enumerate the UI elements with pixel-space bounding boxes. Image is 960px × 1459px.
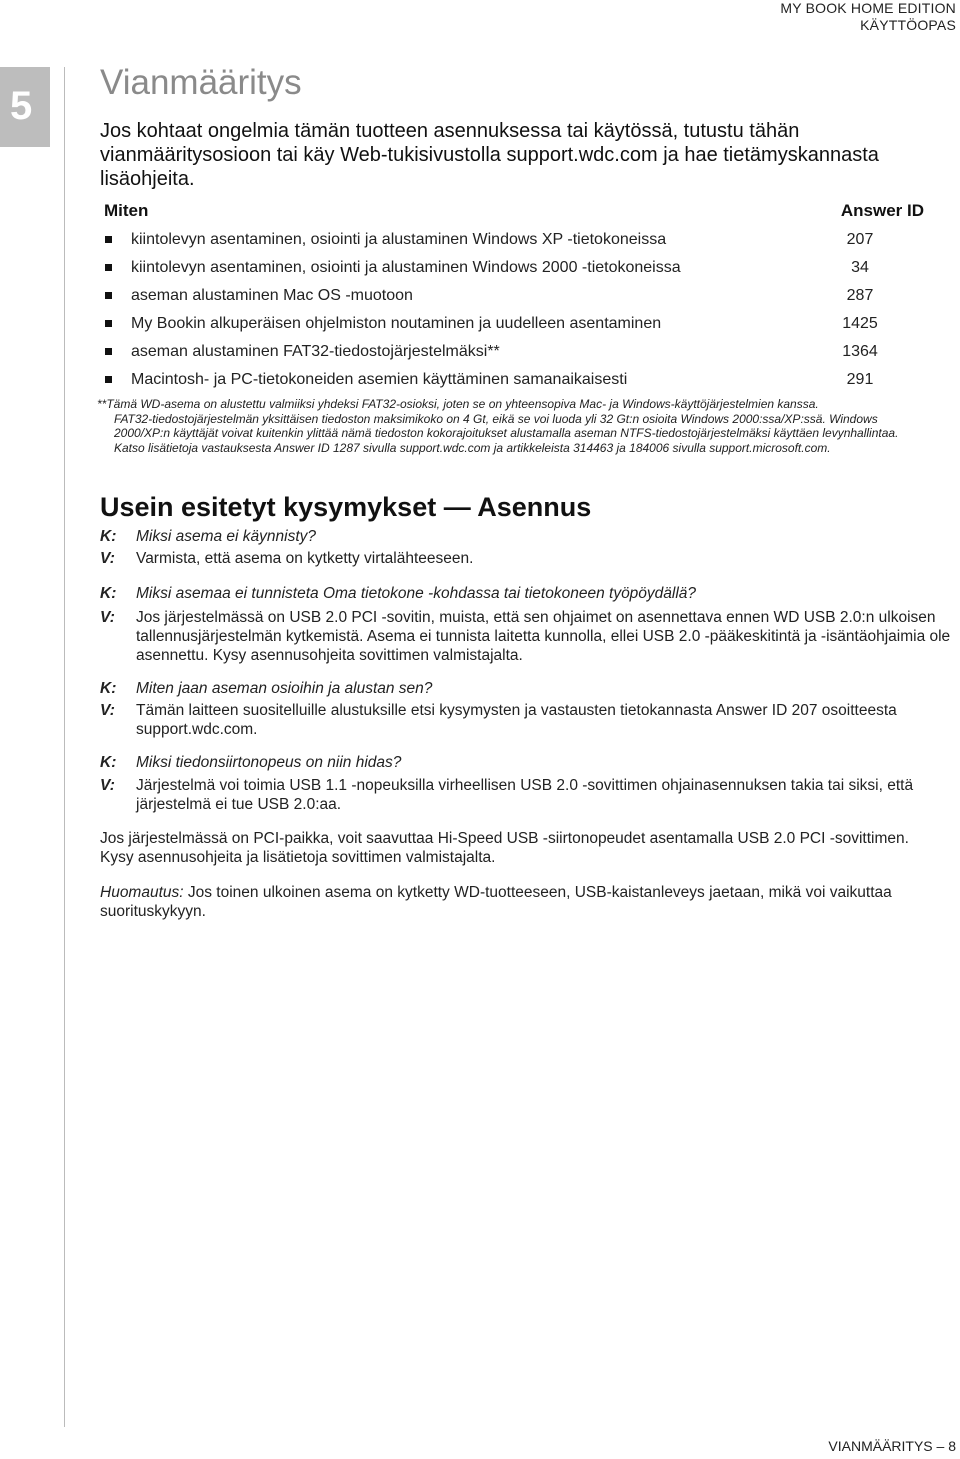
bullet-icon — [105, 348, 112, 355]
faq-heading: Usein esitetyt kysymykset — Asennus — [100, 492, 592, 522]
row-answer-id: 207 — [846, 231, 874, 248]
bullet-icon — [105, 320, 112, 327]
intro-paragraph: Jos kohtaat ongelmia tämän tuotteen asennuksessa tai käytössä, tutustu tähän vianmääritysosioon tai käy Web-tukisivustolla support.wdc.com ja hae tietämyskannasta lisäohjeita. — [100, 120, 879, 190]
row-answer-id: 287 — [846, 287, 874, 304]
column-answer-id: Answer ID — [840, 201, 924, 220]
chapter-title: Vianmääritys — [100, 63, 302, 102]
row-answer-id: 1425 — [842, 315, 878, 332]
table-row — [100, 338, 900, 366]
answer-table-header — [104, 199, 924, 223]
chapter-number: 5 — [10, 84, 33, 128]
footnote-body: FAT32-tiedostojärjestelmän yksittäisen tiedoston maksimikoko on 4 Gt, eikä se voi luoda yli 32 Gt:n osioita Windows 2000:ssa/XP:ssä. Windows 2000/XP:n käyttäjät voivat kuitenkin ylittää nämä tiedoston kokorajoitukset alustamalla aseman NTFS-tiedostojärjestelmäksi käyttäen levynhallintaa. Katso lisätietoja vastauksesta Answer ID 1287 sivulla support.wdc.com ja artikkeleista 314463 ja 184006 sivulla support.microsoft.com. — [114, 411, 899, 455]
bullet-icon — [105, 376, 112, 383]
footnote — [97, 397, 927, 455]
table-row — [100, 310, 900, 338]
row-topic: aseman alustaminen Mac OS -muotoon — [131, 287, 413, 304]
question-label: K: — [100, 754, 117, 771]
question-text: Miksi asema ei käynnisty? — [136, 528, 317, 545]
row-topic: My Bookin alkuperäisen ohjelmiston noutaminen ja uudelleen asentaminen — [131, 315, 662, 332]
faq-item — [100, 679, 950, 739]
answer-label: V: — [100, 609, 115, 626]
question-label: K: — [100, 585, 117, 602]
answer-label: V: — [100, 777, 115, 794]
note-text: Jos toinen ulkoinen asema on kytketty WD-tuotteeseen, USB-kaistanleveys jaetaan, mikä voi vaikuttaa suorituskykyyn. — [100, 884, 892, 920]
answer-text: Tämän laitteen suositelluille alustuksille etsi kysymysten ja vastausten tietokannasta Answer ID 207 osoitteesta support.wdc.com. — [136, 702, 897, 738]
faq-item — [100, 527, 950, 567]
question-text: Miksi asemaa ei tunnisteta Oma tietokone -kohdassa tai tietokoneen työpöydällä? — [136, 585, 697, 602]
header-product: MY BOOK HOME EDITION — [780, 0, 956, 16]
row-topic: kiintolevyn asentaminen, osiointi ja alustaminen Windows 2000 -tietokoneissa — [131, 259, 681, 276]
note-paragraph — [100, 883, 920, 921]
row-topic: aseman alustaminen FAT32-tiedostojärjestelmäksi** — [131, 343, 500, 360]
answer-text: Varmista, että asema on kytketty virtalähteeseen. — [136, 550, 474, 567]
bullet-icon — [105, 292, 112, 299]
bullet-icon — [105, 264, 112, 271]
footnote-first-line: **Tämä WD-asema on alustettu valmiiksi yhdeksi FAT32-osioksi, joten se on yhteensopiva Mac- ja Windows-käyttöjärjestelmien kanssa. — [97, 397, 819, 411]
row-topic: Macintosh- ja PC-tietokoneiden asemien käyttäminen samanaikaisesti — [131, 371, 628, 388]
note-label: Huomautus: — [100, 884, 184, 901]
row-topic: kiintolevyn asentaminen, osiointi ja alustaminen Windows XP -tietokoneissa — [131, 231, 667, 248]
answer-table — [100, 226, 900, 394]
running-header — [780, 0, 956, 34]
question-label: K: — [100, 680, 117, 697]
table-row — [100, 366, 900, 394]
answer-text: Järjestelmä voi toimia USB 1.1 -nopeuksilla virheellisen USB 2.0 -sovittimen ohjainasennuksen takia tai siksi, että järjestelmä ei tue USB 2.0:aa. — [136, 777, 914, 813]
faq-item — [100, 753, 950, 813]
table-row — [100, 254, 900, 282]
question-text: Miten jaan aseman osioihin ja alustan sen? — [136, 680, 433, 697]
answer-label: V: — [100, 550, 115, 567]
answer-text: Jos järjestelmässä on USB 2.0 PCI -sovitin, muista, että sen ohjaimet on asennettava ennen WD USB 2.0:n ulkoisen tallennusjärjestelmän kytkemistä. Asema ei tunnista laitetta kunnolla, ellei USB 2.0 -pääkeskitintä ja -isäntäohjaimia ole asennettu. Kysy asennusohjeita sovittimen valmistajalta. — [136, 609, 951, 664]
header-manual: KÄYTTÖOPAS — [860, 17, 956, 33]
row-answer-id: 34 — [851, 259, 869, 276]
page-footer: VIANMÄÄRITYS – 8 — [828, 1438, 956, 1454]
margin-rule — [64, 67, 65, 1427]
row-answer-id: 291 — [846, 371, 874, 388]
question-label: K: — [100, 528, 117, 545]
table-row — [100, 226, 900, 254]
question-text: Miksi tiedonsiirtonopeus on niin hidas? — [136, 754, 402, 771]
bullet-icon — [105, 236, 112, 243]
answer-label: V: — [100, 702, 115, 719]
row-answer-id: 1364 — [842, 343, 878, 360]
table-row — [100, 282, 900, 310]
column-how: Miten — [104, 201, 149, 220]
pci-paragraph: Jos järjestelmässä on PCI-paikka, voit saavuttaa Hi-Speed USB -siirtonopeudet asentamalla USB 2.0 PCI -sovittimen. Kysy asennusohjeita ja lisätietoja sovittimen valmistajalta. — [100, 830, 909, 866]
faq-item — [100, 584, 950, 664]
